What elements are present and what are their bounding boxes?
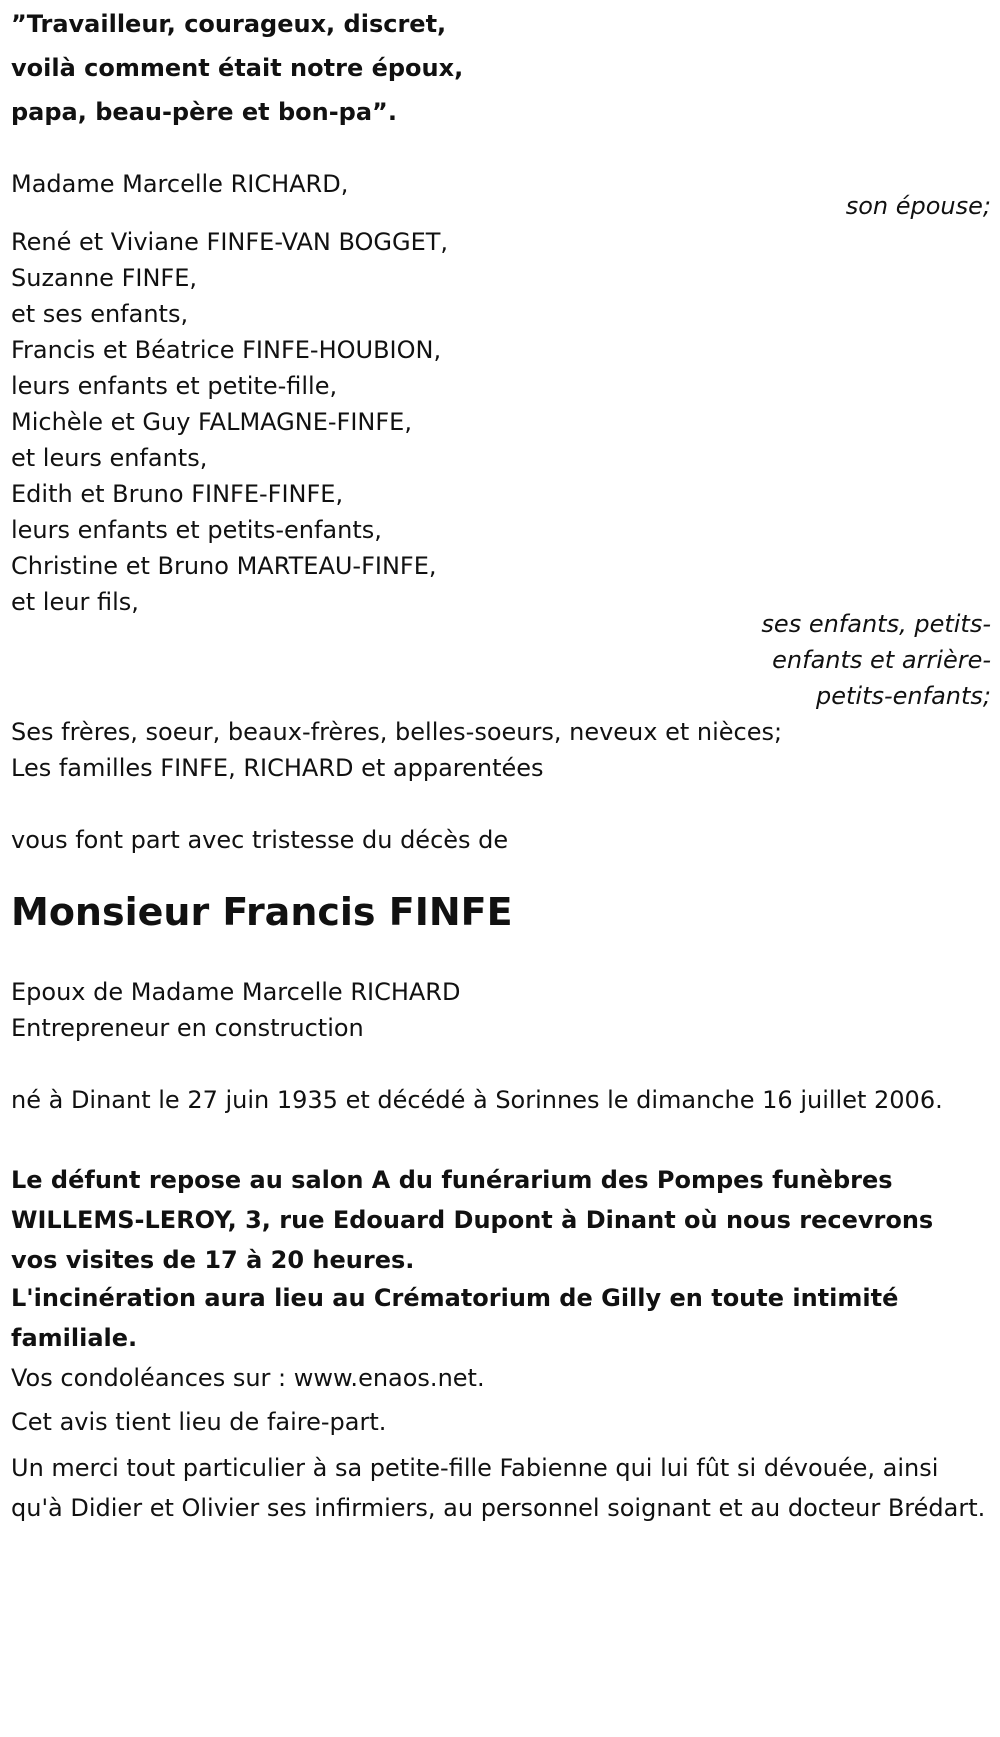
deceased-occupation: Entrepreneur en construction — [11, 1014, 364, 1042]
funerarium-info: Le défunt repose au salon A du funérarium des Pompes funèbres WILLEMS-LEROY, 3, rue Edouard Dupont à Dinant où nous recevrons vos visites de 17 à 20 heures. — [11, 1166, 934, 1274]
children-line: Suzanne FINFE, — [11, 264, 197, 292]
children-line: René et Viviane FINFE-VAN BOGGET, — [11, 228, 449, 256]
spouse-role: son épouse; — [845, 192, 991, 220]
children-role-line: petits-enfants; — [816, 682, 991, 710]
children-line: leurs enfants et petits-enfants, — [11, 516, 382, 544]
children-line: leurs enfants et petite-fille, — [11, 372, 338, 400]
notice-info: Cet avis tient lieu de faire-part. — [11, 1408, 387, 1436]
children-role-line: enfants et arrière- — [772, 646, 991, 674]
children-line: Francis et Béatrice FINFE-HOUBION, — [11, 336, 442, 364]
relatives-line-2: Les familles FINFE, RICHARD et apparentées — [11, 754, 544, 782]
thanks-info: Un merci tout particulier à sa petite-fille Fabienne qui lui fût si dévouée, ainsi qu'à Didier et Olivier ses infirmiers, au personnel soignant et au docteur Brédart. — [11, 1454, 986, 1522]
children-line: Edith et Bruno FINFE-FINFE, — [11, 480, 344, 508]
children-line: Michèle et Guy FALMAGNE-FINFE, — [11, 408, 412, 436]
children-line: et leurs enfants, — [11, 444, 208, 472]
children-line: et ses enfants, — [11, 300, 189, 328]
condolences-info: Vos condoléances sur : www.enaos.net. — [11, 1364, 485, 1392]
children-role-line: ses enfants, petits- — [761, 610, 991, 638]
deceased-spouse-line: Epoux de Madame Marcelle RICHARD — [11, 978, 461, 1006]
relatives-line-1: Ses frères, soeur, beaux-frères, belles-soeurs, neveux et nièces; — [11, 718, 783, 746]
spouse-name: Madame Marcelle RICHARD, — [11, 170, 349, 198]
birth-death-info: né à Dinant le 27 juin 1935 et décédé à Sorinnes le dimanche 16 juillet 2006. — [11, 1086, 943, 1114]
cremation-info: L'incinération aura lieu au Crématorium de Gilly en toute intimité familiale. — [11, 1284, 899, 1352]
children-line: Christine et Bruno MARTEAU-FINFE, — [11, 552, 437, 580]
children-line: et leur fils, — [11, 588, 139, 616]
announcement: vous font part avec tristesse du décès de — [11, 826, 509, 854]
deceased-name: Monsieur Francis FINFE — [11, 890, 513, 934]
quote-line-3: papa, beau-père et bon-pa”. — [11, 98, 397, 126]
quote-line-2: voilà comment était notre époux, — [11, 54, 464, 82]
quote-line-1: ”Travailleur, courageux, discret, — [11, 10, 447, 38]
